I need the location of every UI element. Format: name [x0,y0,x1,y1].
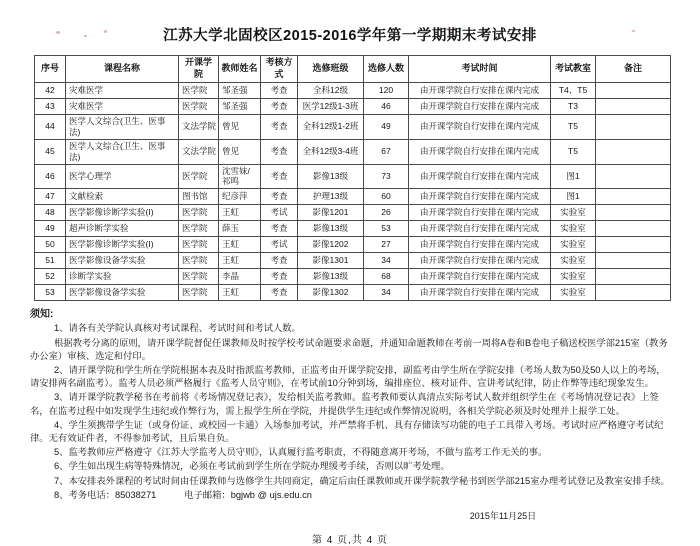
table-cell: 27 [364,237,409,253]
table-cell: 42 [35,83,66,99]
table-cell: 由开课学院自行安排在课内完成 [409,115,551,140]
exam-schedule-table [34,55,671,301]
table-cell [596,269,671,285]
table-cell: 考查 [261,269,298,285]
table-cell: 67 [364,139,409,164]
table-cell: 46 [364,99,409,115]
table-cell: 医学心理学 [66,164,179,189]
table-cell: 影像1302 [298,285,364,301]
table-cell: 由开课学院自行安排在课内完成 [409,269,551,285]
exam-table-body [35,83,671,301]
table-cell [596,139,671,164]
table-cell: 李晶 [219,269,261,285]
table-cell: 影像1201 [298,205,364,221]
table-cell: 考查 [261,285,298,301]
scan-artifact [104,30,107,33]
table-cell: 超声诊断学实验 [66,221,179,237]
table-cell: 实验室 [551,269,596,285]
table-cell: 考查 [261,99,298,115]
table-cell: 医学12级1-3班 [298,99,364,115]
table-cell: 邹圣强 [219,83,261,99]
table-cell: 影像1301 [298,253,364,269]
note-item: 1、请各有关学院认真核对考试课程、考试时间和考试人数。 [54,323,301,334]
table-cell: 由开课学院自行安排在课内完成 [409,205,551,221]
table-row [35,99,671,115]
column-header: 序号 [35,56,66,83]
note-item: 6、学生如出现生病等特殊情况，必须在考试前到学生所在学院办理缓考手续，否则以旷考处理。 [54,461,450,472]
scan-artifact [84,35,87,37]
table-cell: 60 [364,189,409,205]
table-row [35,189,671,205]
table-cell: 医学院 [179,221,219,237]
table-cell [596,83,671,99]
table-cell: 护理13级 [298,189,364,205]
table-cell: 由开课学院自行安排在课内完成 [409,189,551,205]
exam-table-header-row [35,56,671,83]
table-row [35,253,671,269]
note-item: 3、请开课学院教学秘书在考前将《考场情况登记表》，发给相关监考教师。监考教师要认真清点实际考试人数并组织学生在《考场情况登记表》上签名，在监考过程中如发现学生违纪或作弊行为，需上报学生所在学院，并提供学生违纪或作弊情况说明，各相关学院必须及时处理并上报学工处。 [30,392,659,416]
table-cell: 43 [35,99,66,115]
table-cell: 考查 [261,221,298,237]
column-header: 选修班级 [298,56,364,83]
table-cell: 全科12级 [298,83,364,99]
table-cell: 49 [35,221,66,237]
table-row [35,269,671,285]
table-cell: 实验室 [551,237,596,253]
notes-heading: 须知: [30,309,54,321]
table-cell: 53 [364,221,409,237]
page-number: 第 4 页,共 4 页 [311,535,388,546]
table-cell: 由开课学院自行安排在课内完成 [409,285,551,301]
table-cell: 文法学院 [179,115,219,140]
table-cell: 王虹 [219,253,261,269]
table-cell: 医学院 [179,164,219,189]
table-cell [596,221,671,237]
table-cell: 影像13级 [298,221,364,237]
table-row [35,221,671,237]
table-cell: 诊断学实验 [66,269,179,285]
table-cell: 灾难医学 [66,83,179,99]
table-cell: 文法学院 [179,139,219,164]
note-item: 5、监考教师应严格遵守《江苏大学监考人员守则》，认真履行监考职责，不得随意离开考场，不做与监考工作无关的事。 [54,447,548,458]
table-cell: 34 [364,285,409,301]
table-cell: 由开课学院自行安排在课内完成 [409,83,551,99]
table-cell: 纪彦萍 [219,189,261,205]
table-cell: 医学影像诊断学实验(I) [66,237,179,253]
table-cell: 王虹 [219,285,261,301]
table-cell [596,205,671,221]
table-cell: 曾见 [219,115,261,140]
table-cell: 图书馆 [179,189,219,205]
table-cell: 考查 [261,139,298,164]
issue-date: 2015年11月25日 [469,511,537,522]
document-page [0,24,700,546]
note-item: 4、学生须携带学生证（或身份证、或校园一卡通）入场参加考试，并严禁将手机、具有存储读写功能的电子工具带入考场。考试时应严格遵守考试纪律。无有效证件者，不得参加考试，且后果自负。 [30,419,664,444]
scan-artifact [56,31,60,34]
table-cell: T3 [551,99,596,115]
notes-list [30,322,674,502]
table-cell: 医学院 [179,205,219,221]
table-cell: 医学院 [179,99,219,115]
column-header: 考核方式 [261,56,298,83]
table-cell: 医学院 [179,253,219,269]
table-cell [596,115,671,140]
page-title: 江苏大学北固校区2015-2016学年第一学期期末考试安排 [163,28,537,44]
table-cell: 由开课学院自行安排在课内完成 [409,99,551,115]
table-cell: 沈雪妹/祁鸣 [219,164,261,189]
table-cell: 考查 [261,164,298,189]
table-cell: 医学影像诊断学实验(I) [66,205,179,221]
table-row [35,164,671,189]
table-cell: 文献检索 [66,189,179,205]
notes-section [30,308,674,502]
table-cell: 图1 [551,164,596,189]
table-cell: 68 [364,269,409,285]
column-header: 考试时间 [409,56,551,83]
table-cell: 44 [35,115,66,140]
table-cell: 由开课学院自行安排在课内完成 [409,164,551,189]
table-cell: 王虹 [219,205,261,221]
table-cell: 实验室 [551,221,596,237]
scan-artifact [632,30,635,32]
note-item: 8、考务电话：85038271 电子邮箱：bgjwb @ ujs.edu.cn [54,489,312,500]
table-cell: 医学人文综合(卫生、医事法) [66,115,179,140]
table-cell: 考查 [261,115,298,140]
table-cell: 49 [364,115,409,140]
table-cell: 灾难医学 [66,99,179,115]
table-cell: 52 [35,269,66,285]
table-cell: 53 [35,285,66,301]
table-cell: 医学院 [179,237,219,253]
table-cell: 由开课学院自行安排在课内完成 [409,139,551,164]
table-cell: 影像13级 [298,269,364,285]
table-cell: 实验室 [551,253,596,269]
table-cell: 医学院 [179,285,219,301]
scan-artifact [446,28,450,30]
column-header: 教师姓名 [219,56,261,83]
table-cell: 46 [35,164,66,189]
column-header: 备注 [596,56,671,83]
table-row [35,139,671,164]
table-cell: T5 [551,115,596,140]
table-cell: 由开课学院自行安排在课内完成 [409,221,551,237]
table-row [35,285,671,301]
table-cell [596,253,671,269]
column-header: 选修人数 [364,56,409,83]
table-cell: 医学人文综合(卫生、医事法) [66,139,179,164]
note-item: 根据教考分离的原则，请开课学院督促任课教师及时按学校考试命题要求命题，并通知命题教师在考前一周将A卷和B卷电子稿送校医学部215室（教务办公室）审核、选定和付印。 [30,337,668,361]
table-cell: 影像13级 [298,164,364,189]
table-cell: 47 [35,189,66,205]
table-cell: T5 [551,139,596,164]
table-cell: 由开课学院自行安排在课内完成 [409,237,551,253]
table-cell [596,285,671,301]
table-cell: 实验室 [551,285,596,301]
table-row [35,237,671,253]
table-cell: 影像1202 [298,237,364,253]
table-cell: 45 [35,139,66,164]
table-cell: 考试 [261,205,298,221]
table-cell: 医学院 [179,269,219,285]
table-cell [596,164,671,189]
table-cell: 医学院 [179,83,219,99]
note-item: 2、请开课学院和学生所在学院根据本表及时指派监考教师，正监考由开课学院安排，副监考由学生所在学院安排（考场人数为50及50人以上的考场，请安排两名副监考）。监考人员必须严格履行《监考人员守则》，在考试前10分钟到场，编排座位、核对证件、宣讲考试纪律，防止作弊等违纪现象发生。 [30,365,666,389]
table-cell: 由开课学院自行安排在课内完成 [409,253,551,269]
table-cell: 考查 [261,83,298,99]
table-cell: 曾见 [219,139,261,164]
table-cell: 50 [35,237,66,253]
table-cell: 120 [364,83,409,99]
table-cell: 73 [364,164,409,189]
table-cell: 全科12级3-4班 [298,139,364,164]
table-cell: 实验室 [551,205,596,221]
table-cell [596,99,671,115]
table-cell: 全科12级1-2班 [298,115,364,140]
table-row [35,205,671,221]
column-header: 开课学院 [179,56,219,83]
table-cell: 邹圣强 [219,99,261,115]
table-cell [596,237,671,253]
table-cell: 考试 [261,237,298,253]
table-cell: 医学影像设备学实验 [66,285,179,301]
table-cell: 考查 [261,253,298,269]
table-cell: 图1 [551,189,596,205]
table-row [35,83,671,99]
table-cell: 薛玉 [219,221,261,237]
note-item: 7、本安排表外课程的考试时间由任课教师与选修学生共同商定，确定后由任课教师或开课学院教学秘书到医学部215室办理考试登记及教室安排手续。 [54,475,670,486]
table-cell: T4、T5 [551,83,596,99]
table-cell: 48 [35,205,66,221]
table-cell [596,189,671,205]
table-cell: 26 [364,205,409,221]
column-header: 考试教室 [551,56,596,83]
table-cell: 医学影像设备学实验 [66,253,179,269]
table-row [35,115,671,140]
table-cell: 王虹 [219,237,261,253]
table-cell: 34 [364,253,409,269]
column-header: 课程名称 [66,56,179,83]
table-cell: 51 [35,253,66,269]
table-cell: 考查 [261,189,298,205]
